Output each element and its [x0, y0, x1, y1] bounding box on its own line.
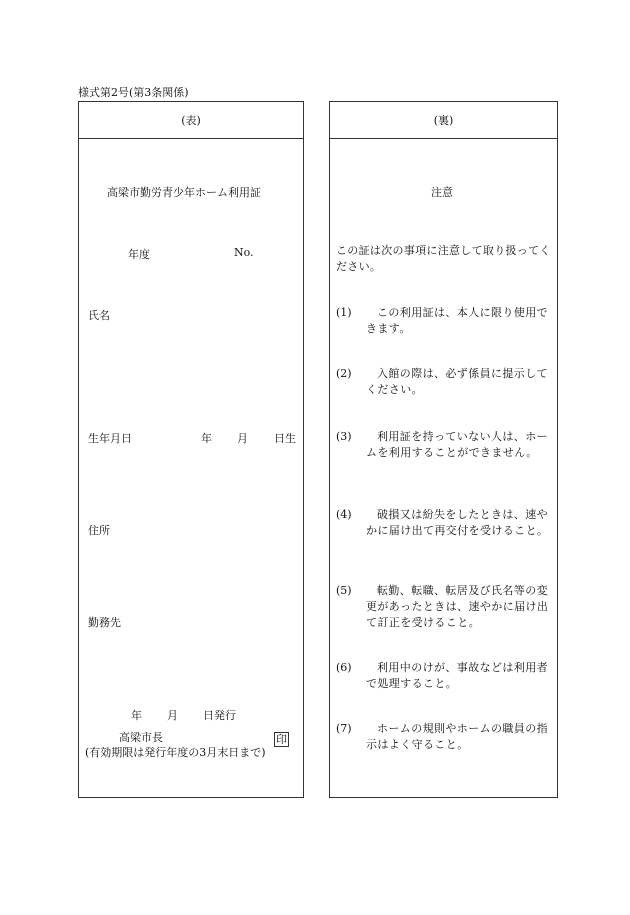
back-heading: (裏): [330, 102, 557, 139]
birth-date-label: 生年月日: [88, 432, 132, 445]
mayor-label: 高梁市長: [119, 731, 163, 744]
issue-month-label: 月: [167, 709, 178, 722]
notice-title: 注意: [431, 186, 453, 199]
birth-day-label: 日生: [274, 432, 296, 445]
address-label: 住所: [88, 524, 110, 537]
number-label: No.: [234, 246, 254, 259]
seal-mark: [274, 728, 289, 747]
notice-item-6: [336, 660, 554, 692]
card-front: [78, 101, 304, 798]
birth-year-label: 年: [201, 432, 212, 445]
notice-item-text: 利用中のけが、事故などは利用者で処理すること。: [366, 661, 548, 690]
workplace-label: 勤務先: [88, 616, 121, 629]
notice-item-3: [336, 429, 554, 461]
notice-item-text: 転勤、転職、転居及び氏名等の変更があったときは、速やかに届け出て訂正を受けること。: [366, 584, 549, 629]
notice-item-text: この利用証は、本人に限り使用できます。: [366, 306, 548, 335]
notice-intro: この証は次の事項に注意して取り扱ってください。: [336, 244, 551, 273]
notice-item-number: (4): [336, 508, 352, 521]
notice-item-text: 利用証を持っていない人は、ホームを利用することができません。: [366, 430, 548, 459]
card-back: [329, 101, 558, 798]
notice-item-number: (3): [336, 430, 352, 443]
notice-item-7: [336, 721, 554, 753]
notice-item-5: [336, 583, 554, 631]
notice-item-text: 破損又は紛失をしたときは、速やかに届け出て再交付を受けること。: [366, 508, 549, 537]
birth-month-label: 月: [237, 432, 248, 445]
notice-item-text: 入館の際は、必ず係員に提示してください。: [366, 367, 548, 396]
name-label: 氏名: [88, 309, 110, 322]
notice-item-1: [336, 305, 554, 337]
notice-item-number: (5): [336, 584, 352, 597]
notice-item-4: [336, 507, 554, 539]
seal-mark-text: 印: [276, 733, 287, 746]
issue-year-label: 年: [131, 709, 142, 722]
validity-note: (有効期限は発行年度の3月末日まで): [85, 746, 266, 759]
notice-item-number: (7): [336, 722, 352, 735]
notice-item-number: (6): [336, 661, 352, 674]
notice-item-2: [336, 366, 554, 398]
form-label: 様式第2号(第3条関係): [78, 86, 189, 99]
fiscal-year-label: 年度: [128, 248, 150, 261]
card-title: 高梁市勤労青少年ホーム利用証: [107, 186, 261, 199]
front-heading: (表): [79, 102, 303, 139]
notice-item-number: (1): [336, 306, 352, 319]
notice-item-text: ホームの規則やホームの職員の指示はよく守ること。: [366, 722, 548, 751]
issue-day-label: 日発行: [203, 709, 236, 722]
notice-item-number: (2): [336, 367, 352, 380]
